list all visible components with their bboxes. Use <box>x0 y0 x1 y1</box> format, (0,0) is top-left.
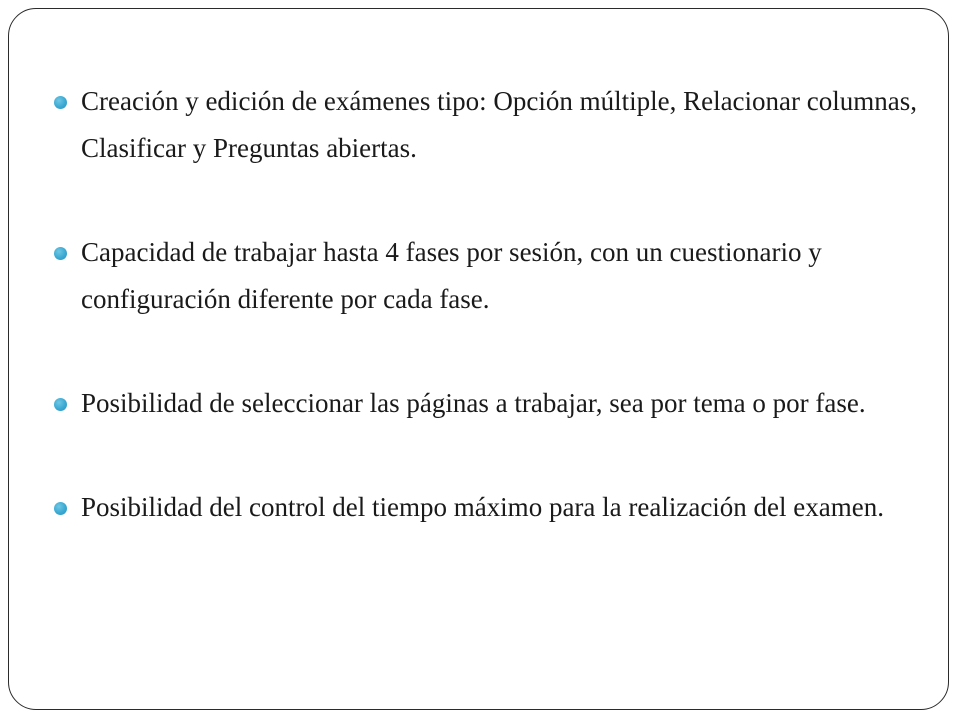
bullet-item <box>50 229 920 323</box>
bullet-text: Creación y edición de exámenes tipo: Opción múltiple, Relacionar columnas, Clasificar y Preguntas abiertas. <box>81 86 917 163</box>
bullet-text: Capacidad de trabajar hasta 4 fases por sesión, con un cuestionario y configuración diferente por cada fase. <box>81 237 822 314</box>
bullet-item <box>50 380 920 427</box>
bullet-dot-icon <box>54 96 67 109</box>
bullet-dot-icon <box>54 502 67 515</box>
bullet-list <box>50 78 920 531</box>
bullet-item <box>50 78 920 172</box>
bullet-dot-icon <box>54 247 67 260</box>
bullet-dot-icon <box>54 398 67 411</box>
bullet-text: Posibilidad del control del tiempo máximo para la realización del examen. <box>81 492 884 522</box>
bullet-text: Posibilidad de seleccionar las páginas a trabajar, sea por tema o por fase. <box>81 388 866 418</box>
bullet-item <box>50 484 920 531</box>
